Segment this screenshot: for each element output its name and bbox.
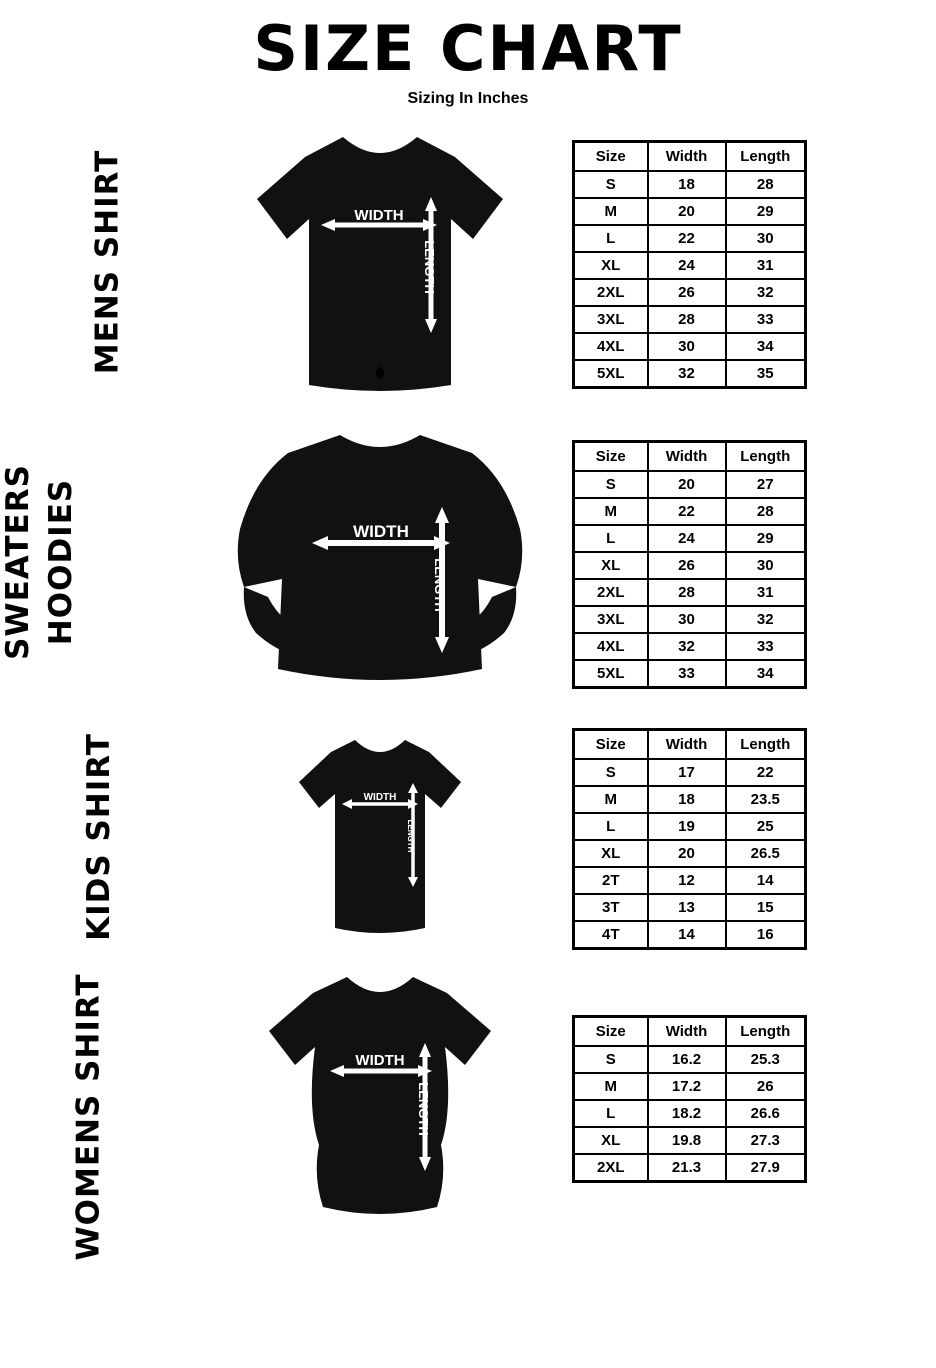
cell-size: 4T xyxy=(574,921,648,949)
cell-length: 26 xyxy=(726,1073,806,1100)
cell-width: 32 xyxy=(648,360,726,388)
svg-text:LENGTH: LENGTH xyxy=(422,239,437,294)
header-size: Size xyxy=(574,730,648,760)
cell-width: 18.2 xyxy=(648,1100,726,1127)
sweatshirt-icon xyxy=(220,419,540,709)
cell-length: 23.5 xyxy=(726,786,806,813)
cell-size: L xyxy=(574,225,648,252)
cell-width: 24 xyxy=(648,525,726,552)
cell-size: S xyxy=(574,1046,648,1073)
page-header xyxy=(0,0,936,108)
section-womens-shirt xyxy=(0,964,936,1261)
header-width: Width xyxy=(648,141,726,171)
cell-width: 20 xyxy=(648,471,726,498)
table-row xyxy=(574,579,806,606)
cell-length: 26.6 xyxy=(726,1100,806,1127)
cell-size: S xyxy=(574,471,648,498)
cell-size: 4XL xyxy=(574,633,648,660)
cell-size: XL xyxy=(574,840,648,867)
cell-length: 28 xyxy=(726,171,806,198)
cell-length: 28 xyxy=(726,498,806,525)
cell-size: M xyxy=(574,198,648,225)
cell-size: XL xyxy=(574,252,648,279)
cell-width: 17 xyxy=(648,759,726,786)
svg-text:WIDTH: WIDTH xyxy=(353,522,409,541)
cell-width: 16.2 xyxy=(648,1046,726,1073)
table-row xyxy=(574,225,806,252)
cell-length: 27.3 xyxy=(726,1127,806,1154)
cell-size: 3XL xyxy=(574,606,648,633)
table-row xyxy=(574,786,806,813)
cell-length: 34 xyxy=(726,660,806,688)
table-container-mens xyxy=(560,140,936,389)
cell-length: 29 xyxy=(726,525,806,552)
cell-size: 3T xyxy=(574,894,648,921)
garment-illustration-kids xyxy=(200,732,560,947)
svg-text:LENGTH: LENGTH xyxy=(416,1082,431,1136)
section-label-kids: KIDS SHIRT xyxy=(80,733,117,941)
cell-width: 14 xyxy=(648,921,726,949)
table-row xyxy=(574,333,806,360)
cell-width: 21.3 xyxy=(648,1154,726,1182)
cell-size: S xyxy=(574,171,648,198)
header-width: Width xyxy=(648,730,726,760)
table-row xyxy=(574,171,806,198)
cell-length: 27 xyxy=(726,471,806,498)
cell-width: 32 xyxy=(648,633,726,660)
section-sweaters-hoodies xyxy=(0,414,936,714)
cell-size: XL xyxy=(574,1127,648,1154)
cell-length: 34 xyxy=(726,333,806,360)
cell-size: M xyxy=(574,1073,648,1100)
header-width: Width xyxy=(648,1017,726,1047)
table-row xyxy=(574,606,806,633)
cell-width: 17.2 xyxy=(648,1073,726,1100)
section-label-sweaters: SWEATERS xyxy=(0,464,36,660)
kids-tshirt-icon xyxy=(285,732,475,947)
page-subtitle: Sizing In Inches xyxy=(407,90,529,107)
cell-width: 19 xyxy=(648,813,726,840)
garment-illustration-sweatshirt xyxy=(200,419,560,709)
cell-width: 28 xyxy=(648,306,726,333)
cell-size: L xyxy=(574,1100,648,1127)
cell-width: 22 xyxy=(648,498,726,525)
table-header-row xyxy=(574,441,806,471)
section-kids-shirt xyxy=(0,714,936,964)
mens-tshirt-icon xyxy=(235,127,525,402)
table-row xyxy=(574,525,806,552)
svg-text:WIDTH: WIDTH xyxy=(363,791,397,803)
size-table-sweaters xyxy=(572,440,807,689)
table-row xyxy=(574,759,806,786)
table-row xyxy=(574,633,806,660)
cell-width: 28 xyxy=(648,579,726,606)
cell-length: 16 xyxy=(726,921,806,949)
section-label-container-mens xyxy=(0,114,200,414)
svg-text:LENGTH: LENGTH xyxy=(406,819,415,852)
cell-length: 30 xyxy=(726,552,806,579)
cell-width: 20 xyxy=(648,840,726,867)
cell-length: 31 xyxy=(726,252,806,279)
cell-width: 26 xyxy=(648,552,726,579)
cell-length: 32 xyxy=(726,606,806,633)
header-width: Width xyxy=(648,441,726,471)
cell-length: 27.9 xyxy=(726,1154,806,1182)
table-row xyxy=(574,1046,806,1073)
section-label-womens: WOMENS SHIRT xyxy=(70,973,107,1261)
cell-size: 2XL xyxy=(574,279,648,306)
table-row xyxy=(574,921,806,949)
table-row xyxy=(574,360,806,388)
cell-length: 25 xyxy=(726,813,806,840)
table-row xyxy=(574,1154,806,1182)
cell-width: 24 xyxy=(648,252,726,279)
cell-size: 2T xyxy=(574,867,648,894)
table-row xyxy=(574,1100,806,1127)
header-length: Length xyxy=(726,441,806,471)
svg-text:LENGTH: LENGTH xyxy=(432,558,447,612)
cell-size: M xyxy=(574,498,648,525)
cell-width: 18 xyxy=(648,786,726,813)
section-label-container-womens xyxy=(0,964,200,1261)
table-row xyxy=(574,198,806,225)
cell-length: 14 xyxy=(726,867,806,894)
header-length: Length xyxy=(726,1017,806,1047)
svg-text:WIDTH: WIDTH xyxy=(355,1052,405,1069)
table-row xyxy=(574,279,806,306)
section-label-hoodies: HOODIES xyxy=(43,478,80,646)
cell-length: 30 xyxy=(726,225,806,252)
cell-length: 29 xyxy=(726,198,806,225)
svg-text:WIDTH: WIDTH xyxy=(354,206,404,224)
header-size: Size xyxy=(574,1017,648,1047)
cell-width: 30 xyxy=(648,606,726,633)
garment-illustration-womens xyxy=(200,969,560,1229)
table-row xyxy=(574,471,806,498)
cell-length: 32 xyxy=(726,279,806,306)
cell-size: L xyxy=(574,813,648,840)
table-row xyxy=(574,867,806,894)
size-table-mens xyxy=(572,140,807,389)
size-table-kids xyxy=(572,728,807,950)
section-label-mens: MENS SHIRT xyxy=(89,149,126,375)
cell-length: 33 xyxy=(726,633,806,660)
section-label-container-sweaters xyxy=(0,414,200,714)
table-row xyxy=(574,498,806,525)
cell-width: 13 xyxy=(648,894,726,921)
cell-size: XL xyxy=(574,552,648,579)
cell-length: 15 xyxy=(726,894,806,921)
table-container-kids xyxy=(560,728,936,950)
womens-tshirt-icon xyxy=(245,969,515,1229)
header-length: Length xyxy=(726,141,806,171)
table-row xyxy=(574,894,806,921)
cell-length: 22 xyxy=(726,759,806,786)
cell-size: S xyxy=(574,759,648,786)
cell-width: 26 xyxy=(648,279,726,306)
cell-size: 2XL xyxy=(574,579,648,606)
cell-width: 18 xyxy=(648,171,726,198)
cell-width: 22 xyxy=(648,225,726,252)
cell-width: 12 xyxy=(648,867,726,894)
header-size: Size xyxy=(574,141,648,171)
cell-size: 5XL xyxy=(574,360,648,388)
table-row xyxy=(574,1127,806,1154)
cell-width: 19.8 xyxy=(648,1127,726,1154)
cell-length: 33 xyxy=(726,306,806,333)
cell-size: 2XL xyxy=(574,1154,648,1182)
section-mens-shirt xyxy=(0,114,936,414)
cell-length: 35 xyxy=(726,360,806,388)
table-row xyxy=(574,660,806,688)
cell-size: L xyxy=(574,525,648,552)
garment-illustration-mens xyxy=(200,127,560,402)
section-label-container-kids xyxy=(0,714,200,964)
cell-length: 31 xyxy=(726,579,806,606)
cell-width: 20 xyxy=(648,198,726,225)
table-container-sweaters xyxy=(560,440,936,689)
cell-size: M xyxy=(574,786,648,813)
page-title: SIZE CHART xyxy=(253,12,683,85)
size-table-womens xyxy=(572,1015,807,1183)
table-header-row xyxy=(574,141,806,171)
table-header-row xyxy=(574,1017,806,1047)
header-length: Length xyxy=(726,730,806,760)
cell-size: 5XL xyxy=(574,660,648,688)
cell-size: 3XL xyxy=(574,306,648,333)
cell-width: 30 xyxy=(648,333,726,360)
table-row xyxy=(574,1073,806,1100)
table-row xyxy=(574,552,806,579)
cell-width: 33 xyxy=(648,660,726,688)
cell-length: 25.3 xyxy=(726,1046,806,1073)
table-row xyxy=(574,306,806,333)
table-row xyxy=(574,252,806,279)
table-row xyxy=(574,813,806,840)
table-container-womens xyxy=(560,1015,936,1183)
header-size: Size xyxy=(574,441,648,471)
table-header-row xyxy=(574,730,806,760)
cell-length: 26.5 xyxy=(726,840,806,867)
cell-size: 4XL xyxy=(574,333,648,360)
table-row xyxy=(574,840,806,867)
